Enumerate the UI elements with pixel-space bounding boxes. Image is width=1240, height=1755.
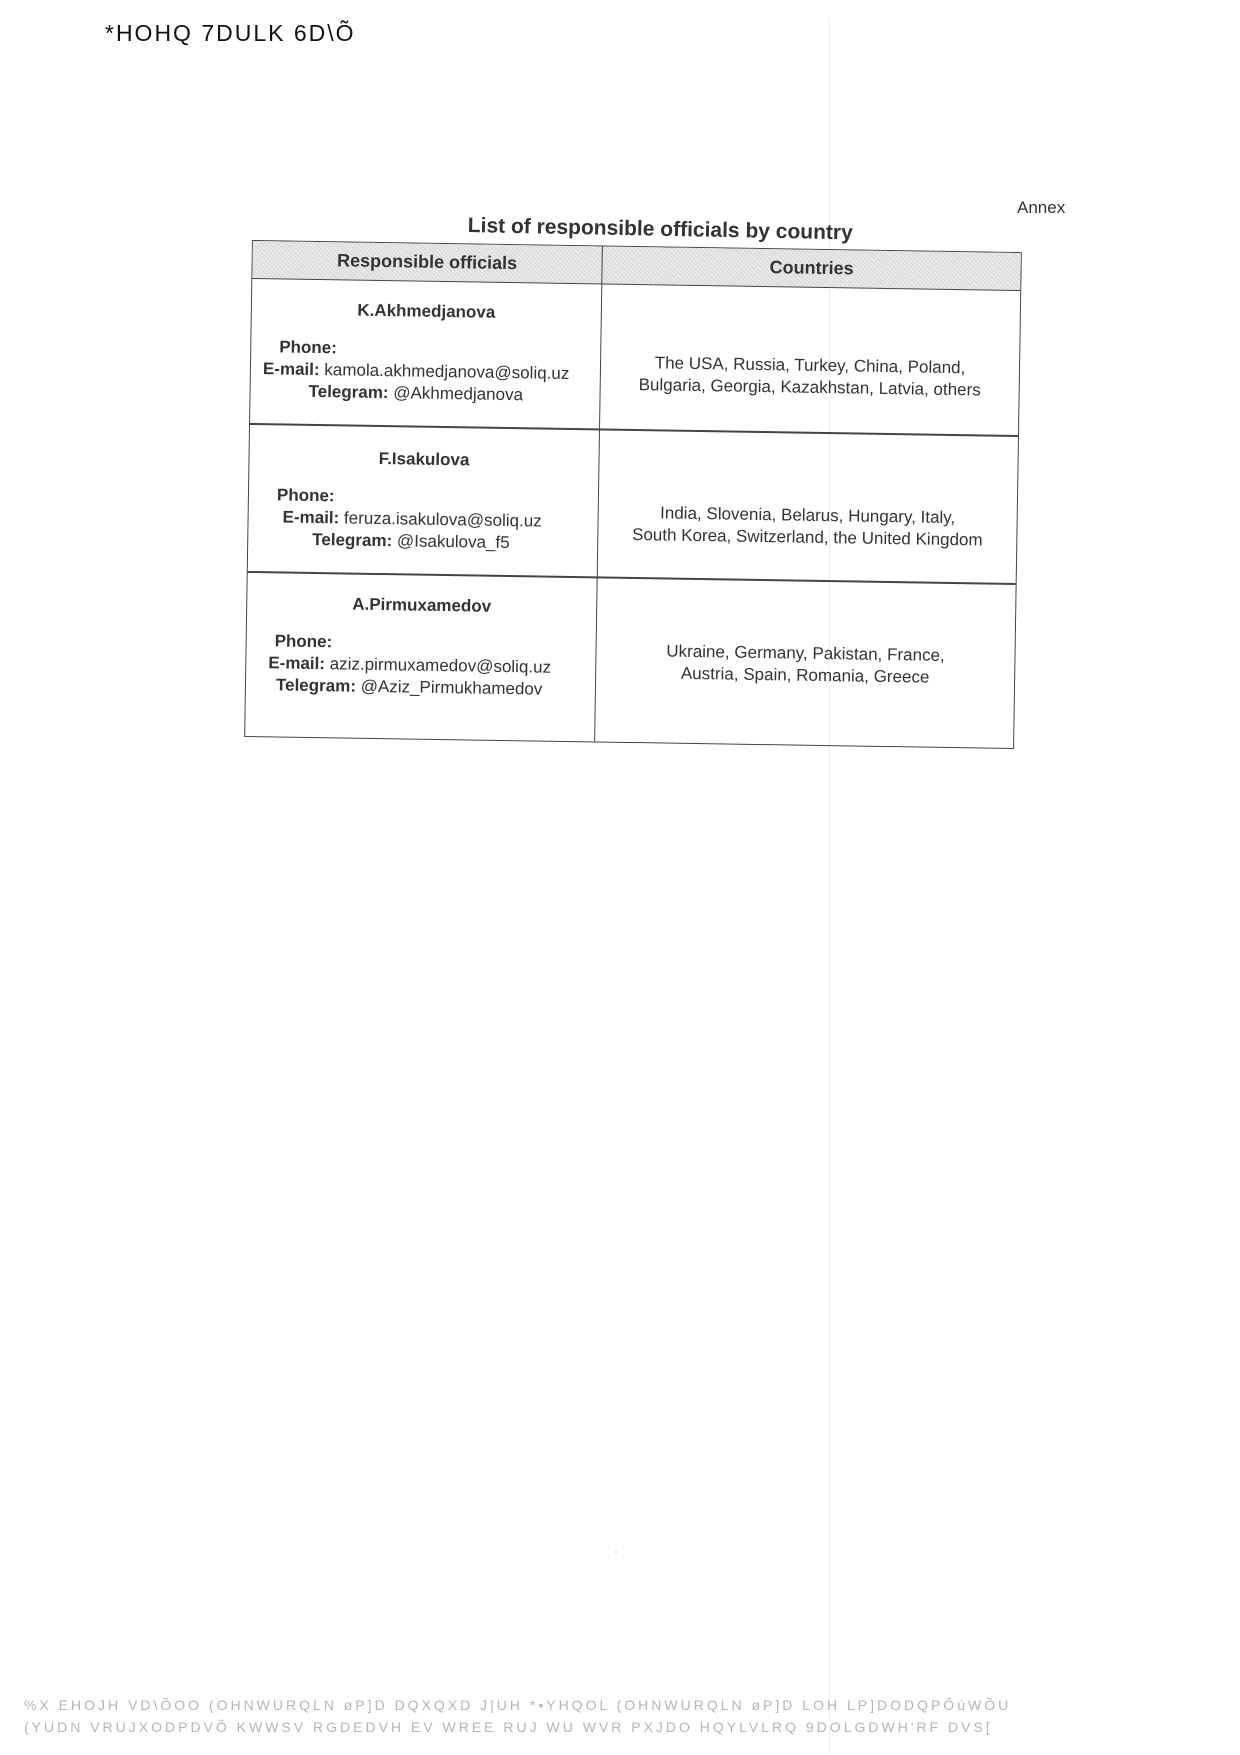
row-divider (248, 571, 1016, 585)
countries-line: Bulgaria, Georgia, Kazakhstan, Latvia, others (638, 375, 981, 400)
countries-cell (596, 639, 1015, 690)
telegram-value: @Aziz_Pirmukhamedov (360, 676, 543, 699)
phone-label: Phone: (274, 631, 333, 652)
countries-line: The USA, Russia, Turkey, China, Poland, (654, 353, 966, 378)
official-cell (250, 298, 601, 407)
official-name: A.Pirmuxamedov (352, 594, 492, 616)
telegram-line (248, 528, 597, 555)
telegram-value: @Isakulova_f5 (396, 531, 510, 553)
email-label: E-mail: (268, 653, 326, 674)
countries-cell (601, 351, 1020, 402)
phone-label: Phone: (279, 337, 338, 358)
table-header-row (252, 241, 1021, 291)
officials-table (244, 240, 1022, 749)
email-value: kamola.akhmedjanova@soliq.uz (324, 360, 570, 383)
phone-label: Phone: (276, 485, 335, 506)
email-label: E-mail: (282, 507, 340, 528)
annex-label: Annex (1017, 198, 1066, 217)
document-title: List of responsible officials by country (467, 214, 854, 245)
header-responsible-officials: Responsible officials (336, 250, 518, 274)
official-name: F.Isakulova (378, 449, 470, 470)
official-name: K.Akhmedjanova (357, 300, 496, 322)
header-countries: Countries (769, 257, 854, 279)
row-divider (250, 423, 1018, 437)
scan-speck (615, 1551, 617, 1553)
email-value: aziz.pirmuxamedov@soliq.uz (329, 654, 552, 677)
footer-line-1: %X EHOJH VD\ÕOO (OHNWURQLN øP]D DQXQXD J|UH *•YHQOL (OHNWURQLN øP]D LOH LP]DODQPÕúWÕU (24, 1697, 1012, 1713)
email-label: E-mail: (262, 359, 320, 380)
telegram-label: Telegram: (312, 529, 393, 551)
email-value: feruza.isakulova@soliq.uz (343, 508, 542, 531)
header-garbled-text: *HOHQ 7DULK 6D\Õ (105, 20, 356, 46)
official-cell (248, 446, 599, 555)
countries-line: Austria, Spain, Romania, Greece (680, 663, 930, 687)
countries-line: Ukraine, Germany, Pakistan, France, (666, 641, 945, 665)
countries-cell (598, 501, 1017, 552)
countries-line: South Korea, Switzerland, the United Kingdom (631, 524, 983, 550)
telegram-label: Telegram: (275, 675, 357, 696)
telegram-label: Telegram: (308, 381, 389, 403)
telegram-value: @Akhmedjanova (393, 383, 524, 405)
footer-line-2: (YUDN VRUJXODPDVÕ KWWSV RGDEDVH EV WREE RUJ WU WVR PXJDO HQYLVLRQ 9DOLGDWH'RF DVS[ (24, 1719, 993, 1735)
countries-line: India, Slovenia, Belarus, Hungary, Italy, (659, 503, 956, 528)
official-cell (246, 592, 597, 701)
